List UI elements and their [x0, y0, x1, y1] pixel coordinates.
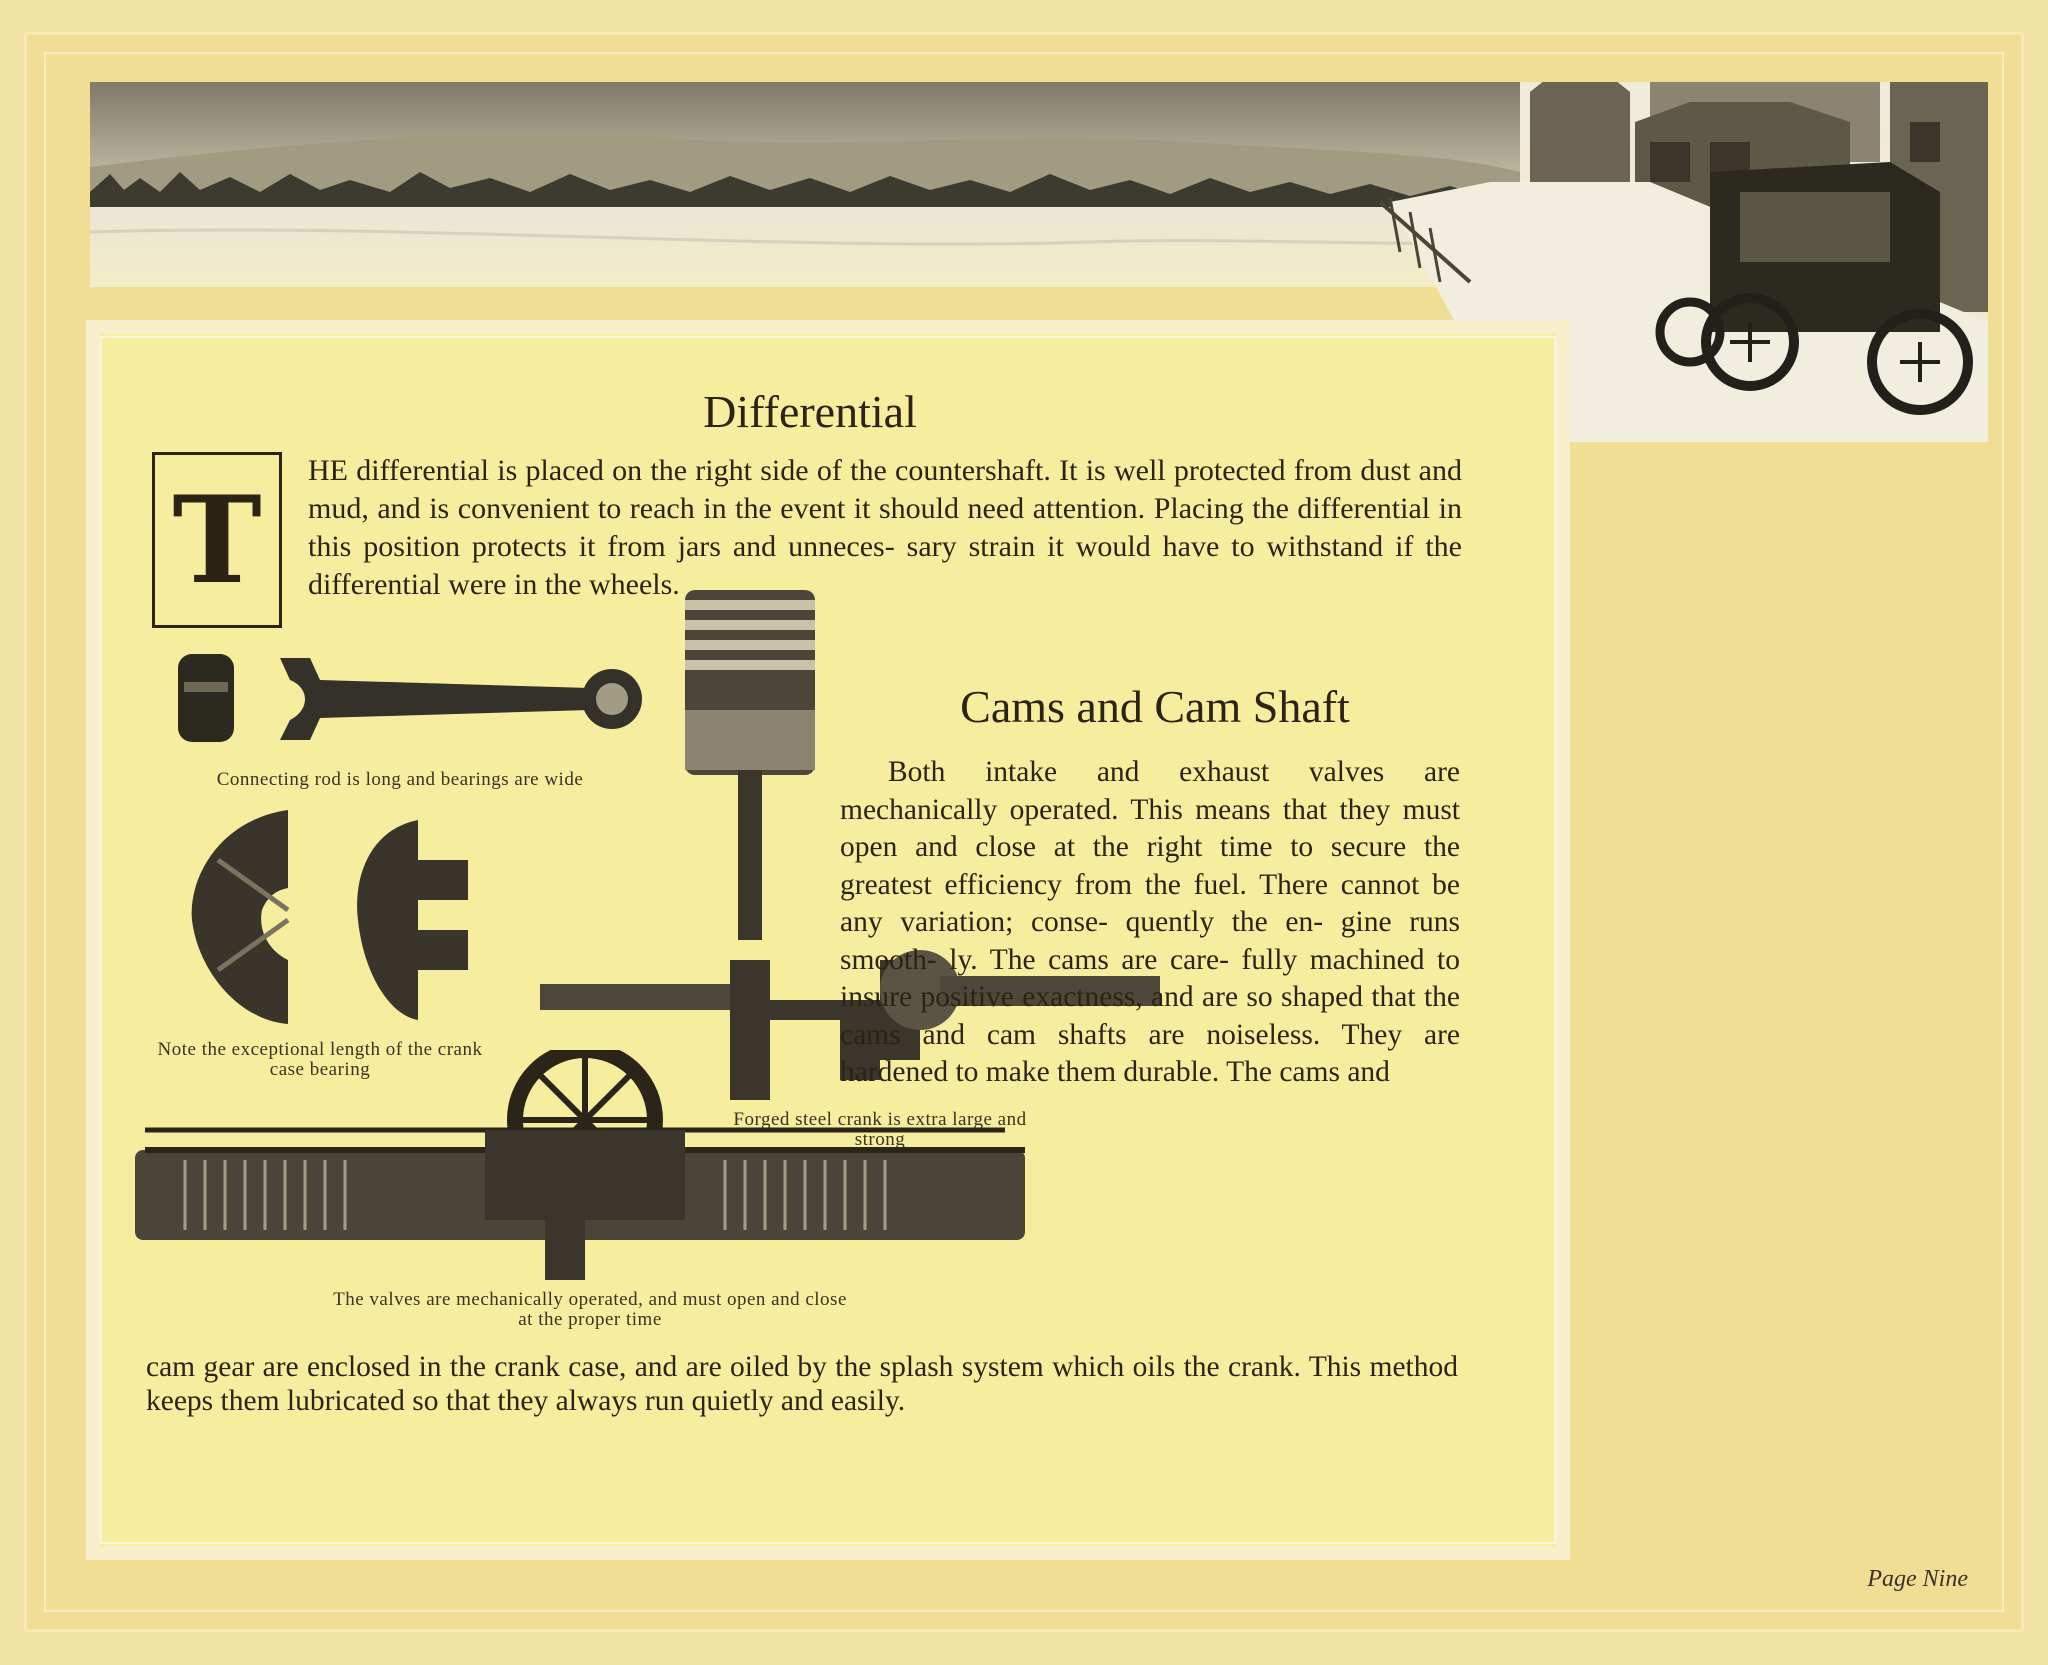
cams-heading: Cams and Cam Shaft — [960, 681, 1350, 732]
page-number: Page Nine — [1867, 1566, 1968, 1592]
drop-cap-letter: T — [172, 469, 262, 611]
valves-caption: The valves are mechanically operated, and must open and close at the proper time — [333, 1289, 847, 1330]
crank-case-caption: Note the exceptional length of the crank case bearing — [157, 1039, 483, 1080]
cams-text: Both intake and exhaust valves are mechanically operated. This means that they must open and close at the right time to secure the greatest efficiency from the fuel. There cannot be any variation; conse- quently the en- gine runs smooth- ly. The cams are care- fully machined to insure positive exactness, and are so shaped that the cams and cam shafts are noiseless. They are hardened to make them durable. The cams and — [840, 756, 1460, 1088]
cams-paragraph — [840, 754, 1460, 1092]
differential-heading: Differential — [703, 386, 917, 437]
cams-paragraph-tail: cam gear are enclosed in the crank case, and are oiled by the splash system which oils the crank. This method keeps them lubricated so that they always run quietly and easily. — [146, 1351, 1458, 1417]
crank-case-bearing-illustration — [178, 800, 478, 1030]
connecting-rod-caption: Connecting rod is long and bearings are wide — [216, 769, 584, 790]
differential-text: HE differential is placed on the right side of the countershaft. It is well protected from dust and mud, and is convenient to reach in the event it should need attention. Placing the differential in this position protects it from jars and unneces- sary strain it would have to withstand if the differential were in the wheels. — [308, 454, 1462, 601]
crank-caption: Forged steel crank is extra large and strong — [733, 1109, 1027, 1150]
